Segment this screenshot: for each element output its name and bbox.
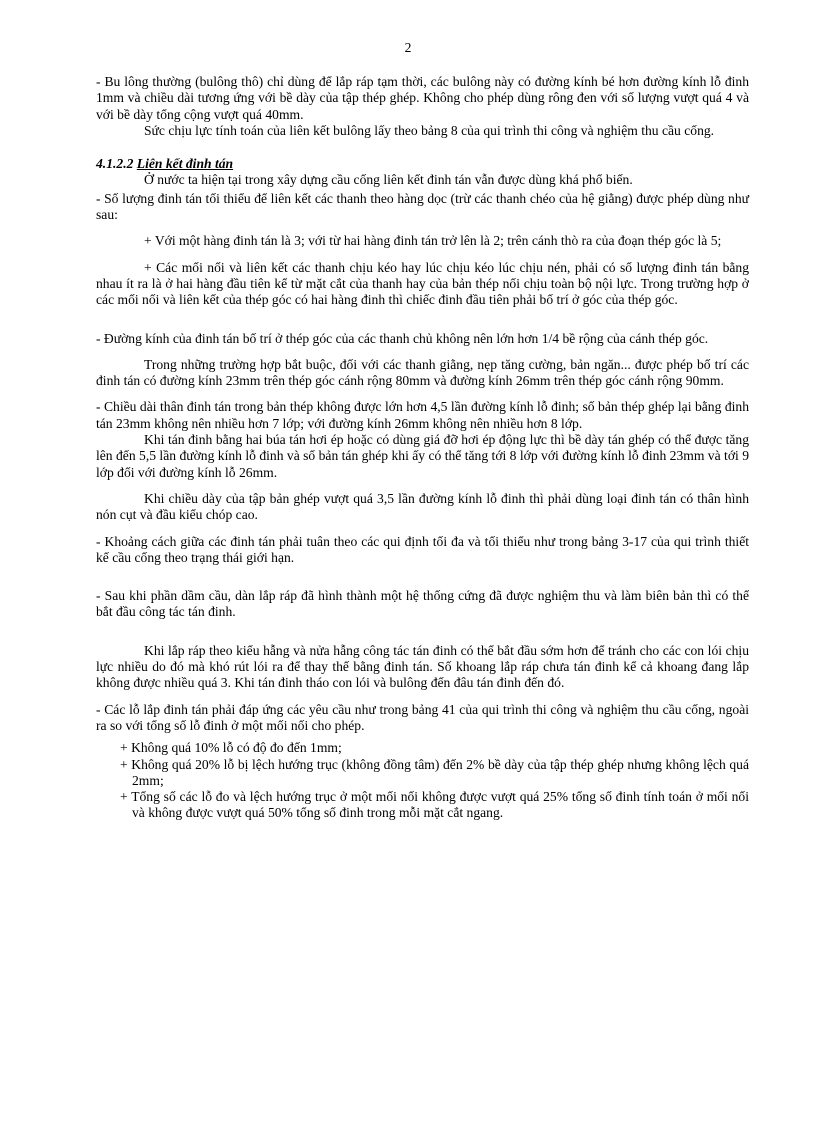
- paragraph-rivet-usage: Ở nước ta hiện tại trong xây dựng cầu cống liên kết đinh tán vẫn được dùng khá phổ biến.: [144, 172, 633, 188]
- section-heading: [96, 156, 749, 172]
- paragraph-pneumatic: Khi tán đinh bằng hai búa tán hơi ép hoặc có dùng giá đỡ hơi ép động lực thì bề dày tán ghép có thể được tăng lên đến 5,5 lần đường kính lỗ đinh và số bản tán ghép khi ấy có thể tăng tới 8 lớp với đường kính lỗ đinh 23mm và tới 9 lớp đối với đường kính lỗ 26mm.: [96, 432, 749, 480]
- paragraph-conical-rivet: Khi chiều dày của tập bản ghép vượt quá 3,5 lần đường kính lỗ đinh thì phải dùng loại đinh tán có thân hình nón cụt và đầu kiểu chóp cao.: [96, 490, 749, 523]
- list-item: + Không quá 10% lỗ có độ đo đến 1mm;: [120, 740, 342, 756]
- page-number: 2: [404, 40, 412, 55]
- paragraph-spacing: - Khoảng cách giữa các đinh tán phải tuân theo các qui định tối đa và tối thiểu như trong bảng 3-17 của qui trình thiết kế cầu cống theo trạng thái giới hạn.: [96, 533, 749, 565]
- paragraph-start-riveting: - Sau khi phần dầm cầu, dàn lắp ráp đã hình thành một hệ thống cứng đã được nghiệm thu và làm biên bản thì có thể bắt đầu công tác tán đinh.: [96, 588, 749, 620]
- paragraph-bolt-strength: Sức chịu lực tính toán của liên kết bulông lấy theo bảng 8 của qui trình thi công và nghiệm thu cầu cống.: [144, 122, 715, 138]
- paragraph-shank-length: - Chiều dài thân đinh tán trong bản thép không được lớn hơn 4,5 lần đường kính lỗ đinh; số bản thép ghép lại bằng đinh tán 23mm không nên nhiều hơn 7 lớp; với đường kính 26mm không nên nhiều hơn 8 lớp.: [96, 399, 749, 431]
- page-body: [96, 74, 749, 822]
- paragraph-cantilever: Khi lắp ráp theo kiểu hẫng và nửa hẫng công tác tán đinh có thể bắt đầu sớm hơn để tránh cho các con lói chịu lực nhiều do đó mà khó rút lói ra để thay thế bằng đinh tán. Số khoang lắp ráp chưa tán đinh kể cả khoang đang lắp không được nhiều quá 3. Khi tán đinh tháo con lói và bulông đến đâu tán đinh đến đó.: [96, 642, 749, 691]
- paragraph-rivet-count: - Số lượng đinh tán tối thiểu để liên kết các thanh theo hàng dọc (trừ các thanh chéo của hệ giằng) được phép dùng như sau:: [96, 190, 749, 223]
- paragraph-special-cases: Trong những trường hợp bắt buộc, đối với các thanh giằng, nẹp tăng cường, bản ngăn... được phép bố trí các đinh tán có đường kính 23mm trên thép góc cánh rộng 80mm và đường kính 26mm trên thép góc cánh rộng 90mm.: [96, 356, 749, 389]
- section-title: Liên kết đinh tán: [136, 156, 234, 172]
- list-item: + Tổng số các lỗ đo và lệch hướng trục ở một mối nối không được vượt quá 25% tổng số đinh tính toán ở mối nối và không được vượt quá 50% tổng số đinh trong mỗi mặt cắt ngang.: [120, 789, 749, 821]
- paragraph-rivet-diameter: - Đường kính của đinh tán bố trí ở thép góc của các thanh chủ không nên lớn hơn 1/4 bề rộng của cánh thép góc.: [96, 330, 709, 346]
- paragraph-joints: + Các mối nối và liên kết các thanh chịu kéo hay lúc chịu kéo lúc chịu nén, phải có số lượng đinh tán bằng nhau ít ra là ở hai hàng đầu tiên kể từ mặt cắt của thanh hay của bản thép nối chịu toàn bộ nội lực. Trong trường hợp ở các mối nối và liên kết của thép góc có hai hàng đinh thì chiếc đinh đầu tiên phải bố trí ở góc của thép góc.: [96, 259, 749, 308]
- paragraph-holes: - Các lỗ lắp đinh tán phải đáp ứng các yêu cầu như trong bảng 41 của qui trình thi công và nghiệm thu cầu cống, ngoài ra so với tổng số lỗ đinh ở một mối nối cho phép.: [96, 701, 749, 733]
- list-item: + Không quá 20% lỗ bị lệch hướng trục (không đồng tâm) đến 2% bề dày của tập thép ghép nhưng không lệch quá 2mm;: [120, 756, 749, 788]
- paragraph-rivet-rows: + Với một hàng đinh tán là 3; với từ hai hàng đinh tán trở lên là 2; trên cánh thò ra của đoạn thép góc là 5;: [144, 233, 722, 249]
- paragraph-bolts: - Bu lông thường (bulông thô) chỉ dùng để lắp ráp tạm thời, các bulông này có đường kính bé hơn đường kính lỗ đinh 1mm và chiều dài tương ứng với bề dày của tập thép ghép. Không cho phép dùng rông đen với số lượng vượt quá 4 và với bề dày tổng cộng vượt quá 40mm.: [96, 74, 749, 122]
- section-number: 4.1.2.2: [96, 156, 134, 172]
